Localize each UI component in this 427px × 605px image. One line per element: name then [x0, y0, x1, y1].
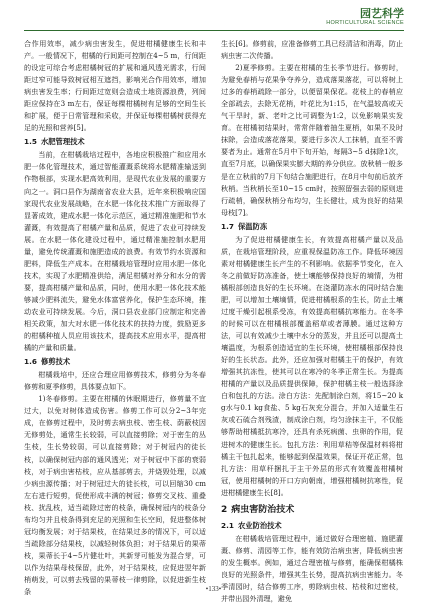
section-heading-1-7 [221, 221, 403, 233]
paragraph: 为了促进柑橘健康生长，有效提高柑橘产量以及品质，在栽培管理阶段，应重视保温防冻工作。降低环境因素对柑橘健康生长产生的不利影响。依据季节变化，在入冬之前做好防冻准备，使土壤能够保持良好的墒情，为柑橘根部创造良好的生长环境。在浇灌防冻水的同时结合施肥，可以增加土壤墒情，促进柑橘根系的生长，防止土壤过度干燥引起根系受冻，有效提高柑橘抗寒能力。在冬季的时候可以在柑橘根部覆盖稻草或者薄膜。通过这种方法，可以有效减少土壤中水分的蒸发，并且还可以提高土壤温度，为根系创造适宜的生长环境，使柑橘根部保持良好的生长状态。此外，还应加强对柑橘主干的保护，有效增强其抗冻性，使其可以在寒冷的冬季正常生长。为提高柑橘的产量以及品质提供保障，保护柑橘主枝一般选择涂白和包扎的方法。涂白方法：先配制涂白剂，将15~20 kg水与0.1 kg食盐、5 kg石灰充分混合，并加入适量生石灰或石硫合剂残渣，制成涂白剂，均匀涂抹主干，不仅能够帮助柑橘抵抗寒冷，还具有杀死病菌、虫卵的作用，促进树木的健康生长。包扎方法：利用草秸等保温材料将柑橘主干包扎起来，能够起到保温效果，保证开花正常，包扎方法：用草秆捆扎于主干外层的形式有效覆盖柑橘树冠，使用柑橘树的开口方向朝南，增强柑橘树抗寒性，促进柑橘健康生长[8]。 [221, 234, 403, 497]
section-number: 1.7 [221, 221, 234, 231]
section-title: 农业防治技术 [237, 520, 282, 530]
header-rule [24, 30, 404, 31]
paragraph: 当前，在柑橘栽培过程中，各地应积极推广和应用水肥一体化管理技术，通过智能灌溉系统将水肥精准输送到作物根部，实现水肥高效利用，是现代农业发展的重要方向之一。洞口县作为湖南省农业大县，近年来积极响应国家现代农业发展战略，在水肥一体化技术推广方面取得了显著成效，建成水肥一体化示范区，通过精准施肥和节水灌溉，有效提高了柑橘产量和品质，促进了农业可持续发展。在水肥一体化建设过程中，通过精准施控制水肥用量，避免传统灌溉和施肥造成的浪费。有效节约水资源和肥料，降低生产成本。在柑橘栽培管理时应用水肥一体化技术，实现了水肥精准供给，满足柑橘对养分和水分的需要，提高柑橘产量和品质，同时，使用水肥一体化技术能够减少肥料流失，避免水体富营养化，保护生态环境，推动农业可持续发展。今后，洞口县农业部门应制定和完善相关政策，加大对水肥一体化技术的扶持力度，鼓励更多的柑橘种植人员应用该技术，提高技术应用水平，提高柑橘的产量和质量。 [24, 150, 206, 353]
section-number: 2 [221, 504, 228, 515]
section-title: 水肥管理技术 [40, 137, 85, 147]
paragraph: 柑橘栽培中，还应合理应用修剪技术，修剪分为冬春修剪和夏季修剪，具体要点如下。 [24, 370, 206, 392]
section-number: 2.1 [221, 520, 234, 530]
section-heading-2-1 [221, 520, 403, 532]
section-number: 1.5 [24, 137, 37, 147]
section-title: 修剪技术 [40, 357, 71, 367]
section-heading-2 [221, 504, 403, 517]
paragraph: 在柑橘栽培管理过程中，通过做好合理密植、施肥灌溉、修剪、清园等工作，能有效防治病虫害，降低病虫害的发生概率。例如，通过合理密植与修剪，能确保柑橘株良好的光照条件，增强其生长势，提高抗病虫害能力。冬季清园时，结合修剪工序，剪除病虫枝、枯枝和过密枝，并带出园外清理，避免 [221, 533, 403, 603]
journal-title-en: HORTICULTURAL SCIENCE [326, 20, 404, 26]
section-title: 保温防冻 [237, 221, 268, 231]
section-heading-1-6 [24, 356, 206, 368]
section-title: 病虫害防治技术 [231, 504, 295, 515]
section-number: 1.6 [24, 357, 37, 367]
paragraph: 合作用效率，减少病虫害发生，促进柑橘健康生长和丰产。一般情况下，柑橘的行间距可控制在4~5 m，行间距的设定可综合考虑柑橘树冠的扩展和通风透光需求，行间距过窄可能导致树冠相互遮挡，影响光合作用效率，增加病虫害发生率；行间距过宽则会造成土地资源浪费，列间距应保持在3 m左右，保证每棵柑橘树有足够的空间生长和扩展，便于日常管理和采收，并保证每棵柑橘树获得充足的光照和营养[5]。 [24, 39, 206, 133]
right-column [221, 38, 403, 605]
left-column [24, 38, 206, 598]
section-heading-1-5 [24, 136, 206, 148]
paragraph: 生长[6]。修剪前，应准备修剪工具已经清洁和消毒，防止病虫害二次传播。 [221, 39, 403, 61]
paragraph: 2)夏季修剪。主要在柑橘的生长季节进行。修剪时，为避免春梢与花果争夺养分，造成落果落花，可以将树上过多的春梢疏除一部分，以便留果保花。花枝上的春梢应全部疏去，去除无花梢，叶花比为1:15，在气温较高或天气干旱时，新、老叶之比可调整为1:2，以免影响果实发育。在柑橘初结果时，常常伴随着抽生夏梢，如果不及时抹除，会造成落花落果，要进行多次人工抹梢，直至不需要者为止。通常在5月中下旬开始，每隔3~5 d抹除1次，直至7月底，以确保果实膨大期的养分供应。放秋梢一般多是在立秋前的7月下旬结合施肥进行，在8月中旬前后放齐秋梢。当秋梢长至10~15 cm时，按照留强去弱的原则进行疏梢，确保秋梢分布均匀，生长健壮，成为良好的结果母枝[7]。 [221, 63, 403, 217]
page-number: •133• [205, 585, 222, 593]
paragraph: 1)冬春修剪。主要在柑橘的休眠期进行，修剪量不宜过大，以免对树体造成伤害。修剪工作可以分2~3年完成，在修剪过程中，及时剪去病虫枝、密生枝、荫蔽枝因无修剪处，通常生长较弱，可以直接剪除；对于密生的丛生枝，生长势较弱，可以直接剪除；对于树冠内的徒长枝，以确保树冠内部的通风透光；对于树冠中下部的衰弱枝，对于病虫害枯枝，应从基部剪去，并烧毁处理，以减少病虫源传播；对于树冠过大的徒长枝，可以回缩30 cm左右进行短剪，促使形成丰满的树冠；修剪交叉枝、重叠枝、扰乱枝，适当疏除过密的枝条，确保树冠内的枝条分布均匀并且枝条得到充足的光照和生长空间，促进整体树冠均衡发展；对于结果枝，在结果过多的情况下，可以适当疏除部分结果枝，以减轻树体负担；对于结果后的果蒂枝，果蒂长于4~5片健壮叶，其新芽可能发为混合芽，可以作为结果母枝保留，此外，对于结果枝，应促进翌年新梢萌发，可以剪去残留的果蒂枝一律剪除，以促进新生枝条 [24, 394, 206, 597]
journal-title-cn: 园艺科学 [360, 7, 404, 20]
